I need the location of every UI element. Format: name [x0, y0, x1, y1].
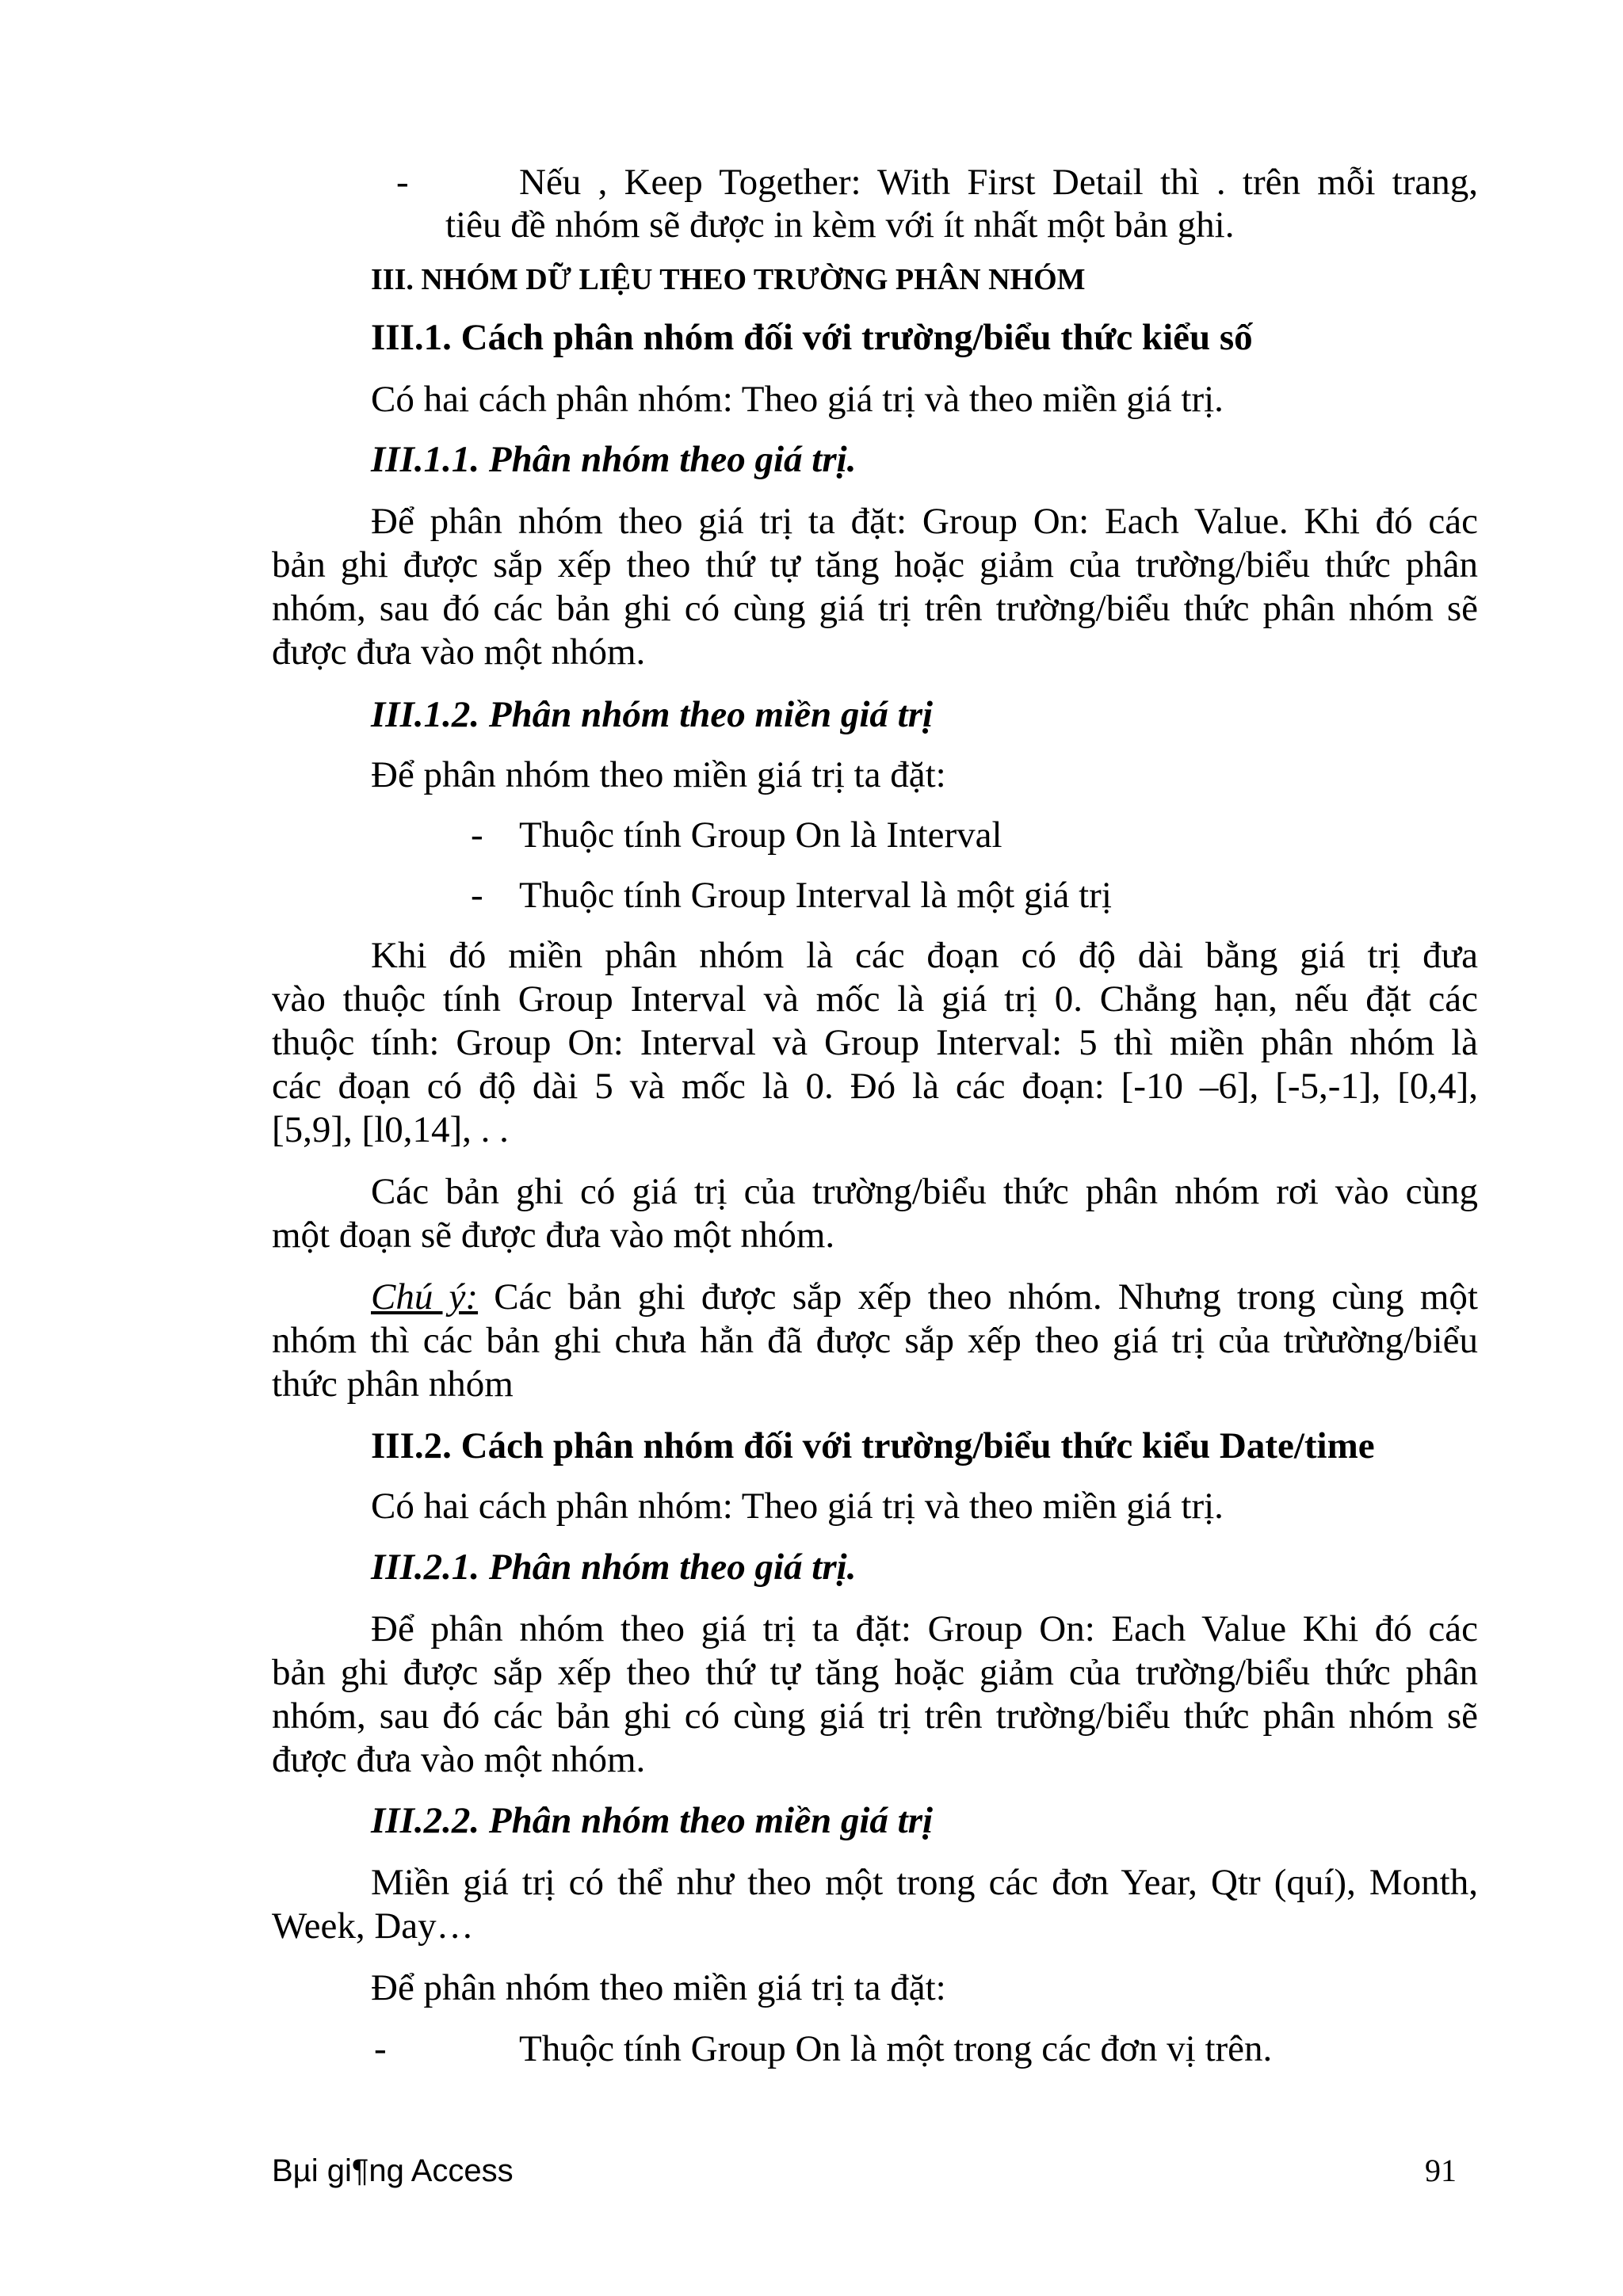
- paragraph-line: một đoạn sẽ được đưa vào một nhóm.: [272, 1215, 835, 1256]
- paragraph-line: vào thuộc tính Group Interval và mốc là giá trị 0. Chẳng hạn, nếu đặt các: [272, 978, 1478, 1020]
- paragraph-line: được đưa vào một nhóm.: [272, 1739, 646, 1780]
- paragraph-line: Khi đó miền phân nhóm là các đoạn có độ dài bằng giá trị đưa: [371, 935, 1478, 976]
- paragraph-line: nhóm thì các bản ghi chưa hẳn đã được sắp xếp theo giá trị của trừường/biểu: [272, 1320, 1478, 1361]
- note-label: Chú ý:: [371, 1276, 479, 1318]
- paragraph-line: Week, Day…: [272, 1905, 474, 1947]
- subsection-heading: III.1. Cách phân nhóm đối với trường/biểu thức kiểu số: [371, 317, 1253, 358]
- bullet-text-line: Nếu , Keep Together: With First Detail thì . trên mỗi trang,: [519, 162, 1478, 203]
- paragraph-line: bản ghi được sắp xếp theo thứ tự tăng hoặc giảm của trường/biểu thức phân: [272, 1652, 1478, 1693]
- paragraph-line: Để phân nhóm theo giá trị ta đặt: Group On: Each Value. Khi đó các: [371, 501, 1478, 542]
- bullet-text: Thuộc tính Group Interval là một giá trị: [519, 875, 1112, 916]
- paragraph-line: nhóm, sau đó các bản ghi có cùng giá trị trên trường/biểu thức phân nhóm sẽ: [272, 1695, 1478, 1737]
- bullet-text-line: tiêu đề nhóm sẽ được in kèm với ít nhất một bản ghi.: [445, 204, 1235, 246]
- bullet-dash: -: [471, 875, 483, 916]
- paragraph-line: bản ghi được sắp xếp theo thứ tự tăng hoặc giảm của trường/biểu thức phân: [272, 544, 1478, 585]
- footer-title: Bµi gi¶ng Access: [272, 2153, 514, 2188]
- paragraph-line: Miền giá trị có thể như theo một trong các đơn Year, Qtr (quí), Month,: [371, 1862, 1478, 1903]
- paragraph-line: Để phân nhóm theo giá trị ta đặt: Group On: Each Value Khi đó các: [371, 1608, 1478, 1650]
- note-text: Các bản ghi được sắp xếp theo nhóm. Nhưng trong cùng một: [478, 1276, 1478, 1318]
- subsubsection-heading: III.1.1. Phân nhóm theo giá trị.: [371, 439, 857, 480]
- bullet-dash: -: [374, 2028, 387, 2069]
- paragraph-line: Để phân nhóm theo miền giá trị ta đặt:: [371, 1967, 946, 2008]
- subsubsection-heading: III.1.2. Phân nhóm theo miền giá trị: [371, 694, 934, 735]
- paragraph-line: thuộc tính: Group On: Interval và Group Interval: 5 thì miền phân nhóm là: [272, 1022, 1478, 1063]
- paragraph-line: [5,9], [l0,14], . .: [272, 1109, 509, 1150]
- section-heading: III. NHÓM DỮ LIỆU THEO TRƯỜNG PHÂN NHÓM: [371, 263, 1086, 296]
- bullet-text: Thuộc tính Group On là một trong các đơn vị trên.: [519, 2028, 1273, 2069]
- bullet-dash: -: [471, 814, 483, 856]
- paragraph-line: các đoạn có độ dài 5 và mốc là 0. Đó là các đoạn: [-10 –6], [-5,-1], [0,4],: [272, 1066, 1478, 1107]
- note-line: [371, 1275, 1478, 1319]
- bullet-text: Thuộc tính Group On là Interval: [519, 814, 1002, 856]
- paragraph-line: thức phân nhóm: [272, 1363, 514, 1405]
- page-number: 91: [1425, 2153, 1457, 2188]
- subsubsection-heading: III.2.1. Phân nhóm theo giá trị.: [371, 1547, 857, 1588]
- bullet-dash: -: [396, 162, 409, 203]
- paragraph-line: được đưa vào một nhóm.: [272, 631, 646, 673]
- subsection-heading: III.2. Cách phân nhóm đối với trường/biểu thức kiểu Date/time: [371, 1425, 1375, 1466]
- subsubsection-heading: III.2.2. Phân nhóm theo miền giá trị: [371, 1800, 934, 1841]
- paragraph-line: Có hai cách phân nhóm: Theo giá trị và theo miền giá trị.: [371, 1486, 1224, 1527]
- paragraph-line: nhóm, sau đó các bản ghi có cùng giá trị trên trường/biểu thức phân nhóm sẽ: [272, 588, 1478, 629]
- paragraph-line: Có hai cách phân nhóm: Theo giá trị và theo miền giá trị.: [371, 379, 1224, 420]
- paragraph-line: Các bản ghi có giá trị của trường/biểu thức phân nhóm rơi vào cùng: [371, 1171, 1478, 1212]
- paragraph-line: Để phân nhóm theo miền giá trị ta đặt:: [371, 754, 946, 795]
